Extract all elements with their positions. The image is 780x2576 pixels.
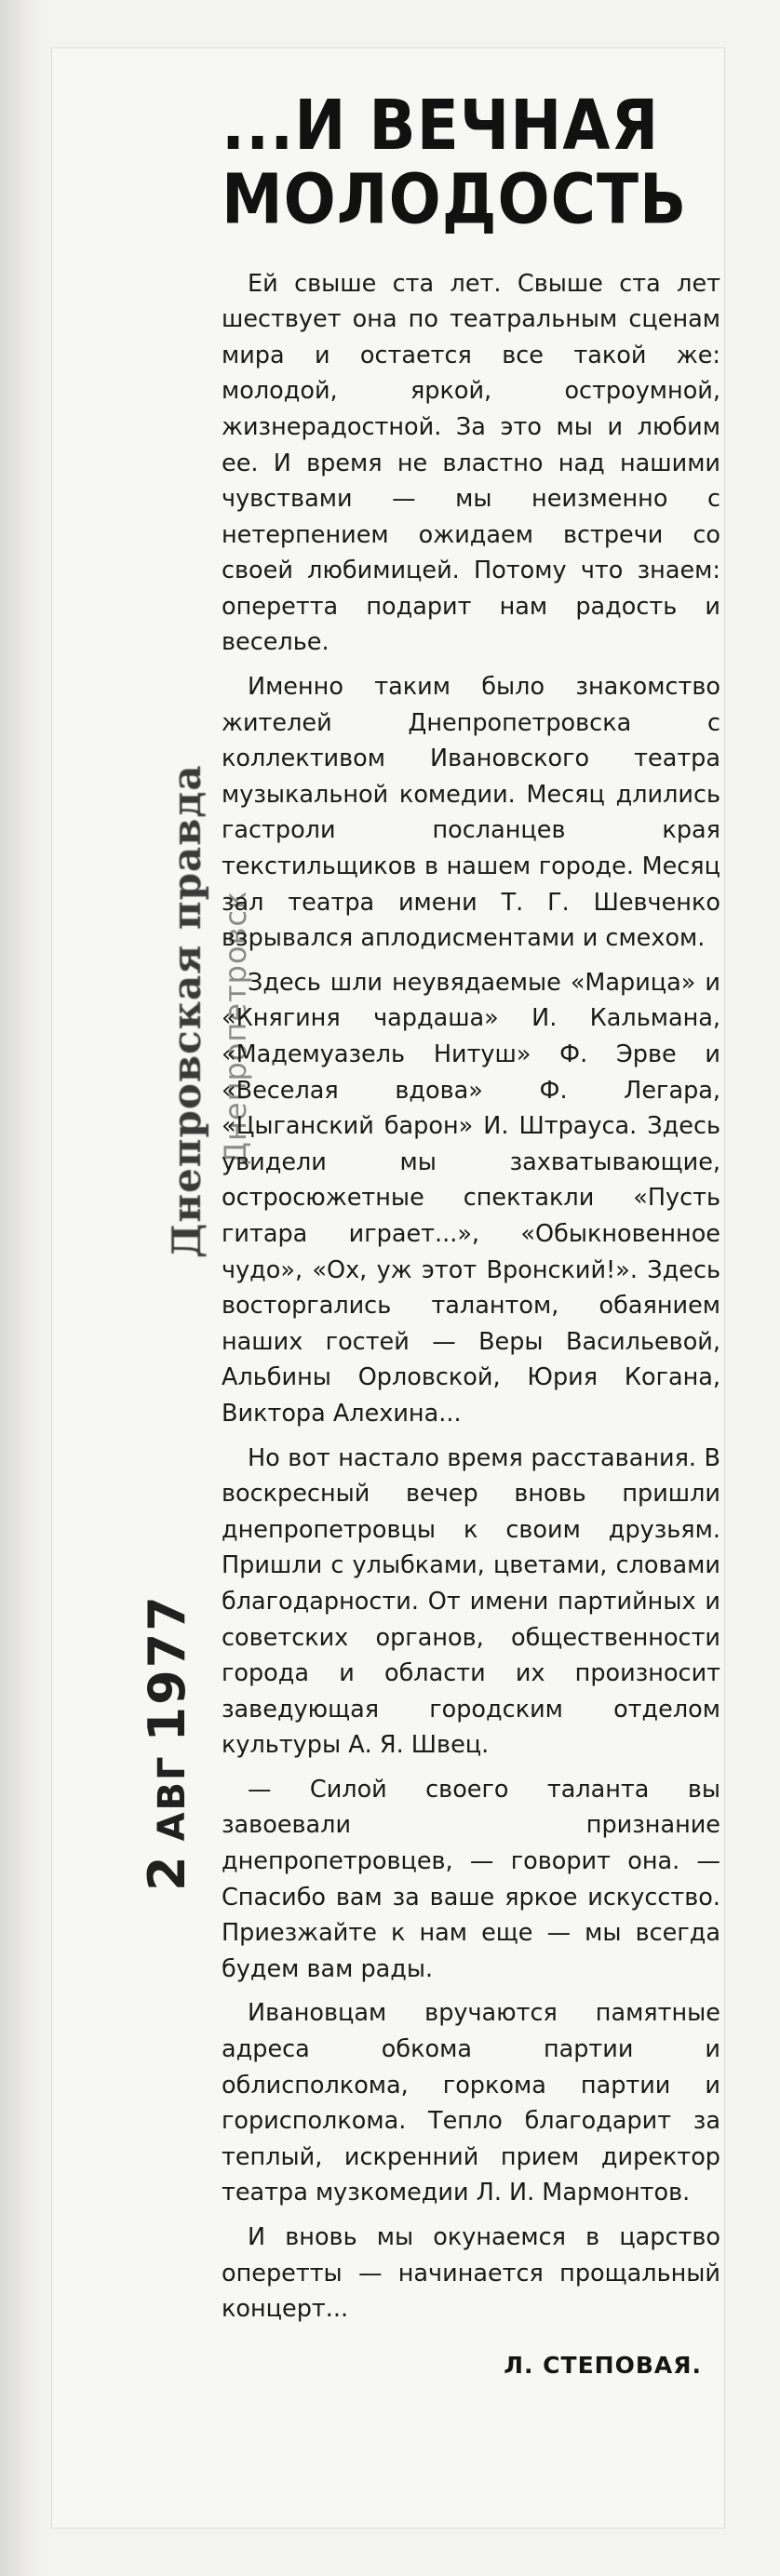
author-signature: Л. СТЕПОВАЯ. — [504, 2351, 702, 2379]
date-stamp-day: 2 — [138, 1854, 196, 1891]
date-stamp-month: АВГ — [151, 1754, 194, 1842]
article-body — [222, 266, 720, 2328]
article-paragraph-4: Но вот настало время расставания. В воскресный вечер вновь пришли днепропетровцы к своим друзьям. Пришли с улыбками, цветами, словами благодарности. От имени партийных и советских органов, общественности города и области их произносит заведующая городским отделом культуры А. Я. Швец. — [222, 1443, 720, 1760]
headline-line-2: МОЛОДОСТЬ — [222, 159, 688, 240]
article-headline — [222, 85, 720, 240]
headline-line-1: ...И ВЕЧНАЯ — [222, 85, 660, 166]
article-paragraph-2: Именно таким было знакомство жителей Днепропетровска с коллективом Ивановского театра музыкальной комедии. Месяц длились гастроли посланцев края текстильщиков в нашем городе. Месяц зал театра имени Т. Г. Шевченко взрывался аплодисментами и смехом. — [222, 673, 720, 953]
newspaper-name-stamp: Днепровская правда — [164, 764, 209, 1258]
scan-edge — [0, 0, 43, 2576]
article-paragraph-6: Ивановцам вручаются памятные адреса обкома партии и облисполкома, горкома партии и горисполкома. Тепло благодарит за теплый, искренний прием директор театра музкомедии Л. И. Мармонтов. — [222, 1999, 720, 2207]
article-paragraph-5: — Силой своего таланта вы завоевали признание днепропетровцев, — говорит она. — Спасибо вам за ваше яркое искусство. Приезжайте к нам еще — мы всегда будем вам рады. — [222, 1775, 720, 1983]
article-paragraph-1: Ей свыше ста лет. Свыше ста лет шествует она по театральным сценам мира и остается все такой же: молодой, яркой, остроумной, жизнерадостной. За это мы и любим ее. И время не властно над нашими чувствами — мы неизменно с нетерпением ожидаем встречи со своей любимицей. Потому что знаем: оперетта подарит нам радость и веселье. — [222, 269, 720, 657]
city-stamp: Днепропетровск — [218, 890, 253, 1165]
article — [222, 85, 720, 2379]
date-stamp-year: 1977 — [138, 1594, 196, 1742]
date-stamp — [138, 1594, 196, 1891]
article-paragraph-3: Здесь шли неувядаемые «Марица» и «Княгиня чардаша» И. Кальмана, «Мадемуазель Нитуш» Ф. Эрве и «Веселая вдова» Ф. Легара, «Цыганский барон» И. Штрауса. Здесь увидели мы захватывающие, остросюжетные спектакли «Пусть гитара играет...», «Обыкновенное чудо», «Ох, уж этот Вронский!». Здесь восторгались талантом, обаянием наших гостей — Веры Васильевой, Альбины Орловской, Юрия Когана, Виктора Алехина... — [222, 968, 720, 1428]
article-paragraph-7: И вновь мы окунаемся в царство оперетты — начинается прощальный концерт... — [222, 2223, 720, 2324]
